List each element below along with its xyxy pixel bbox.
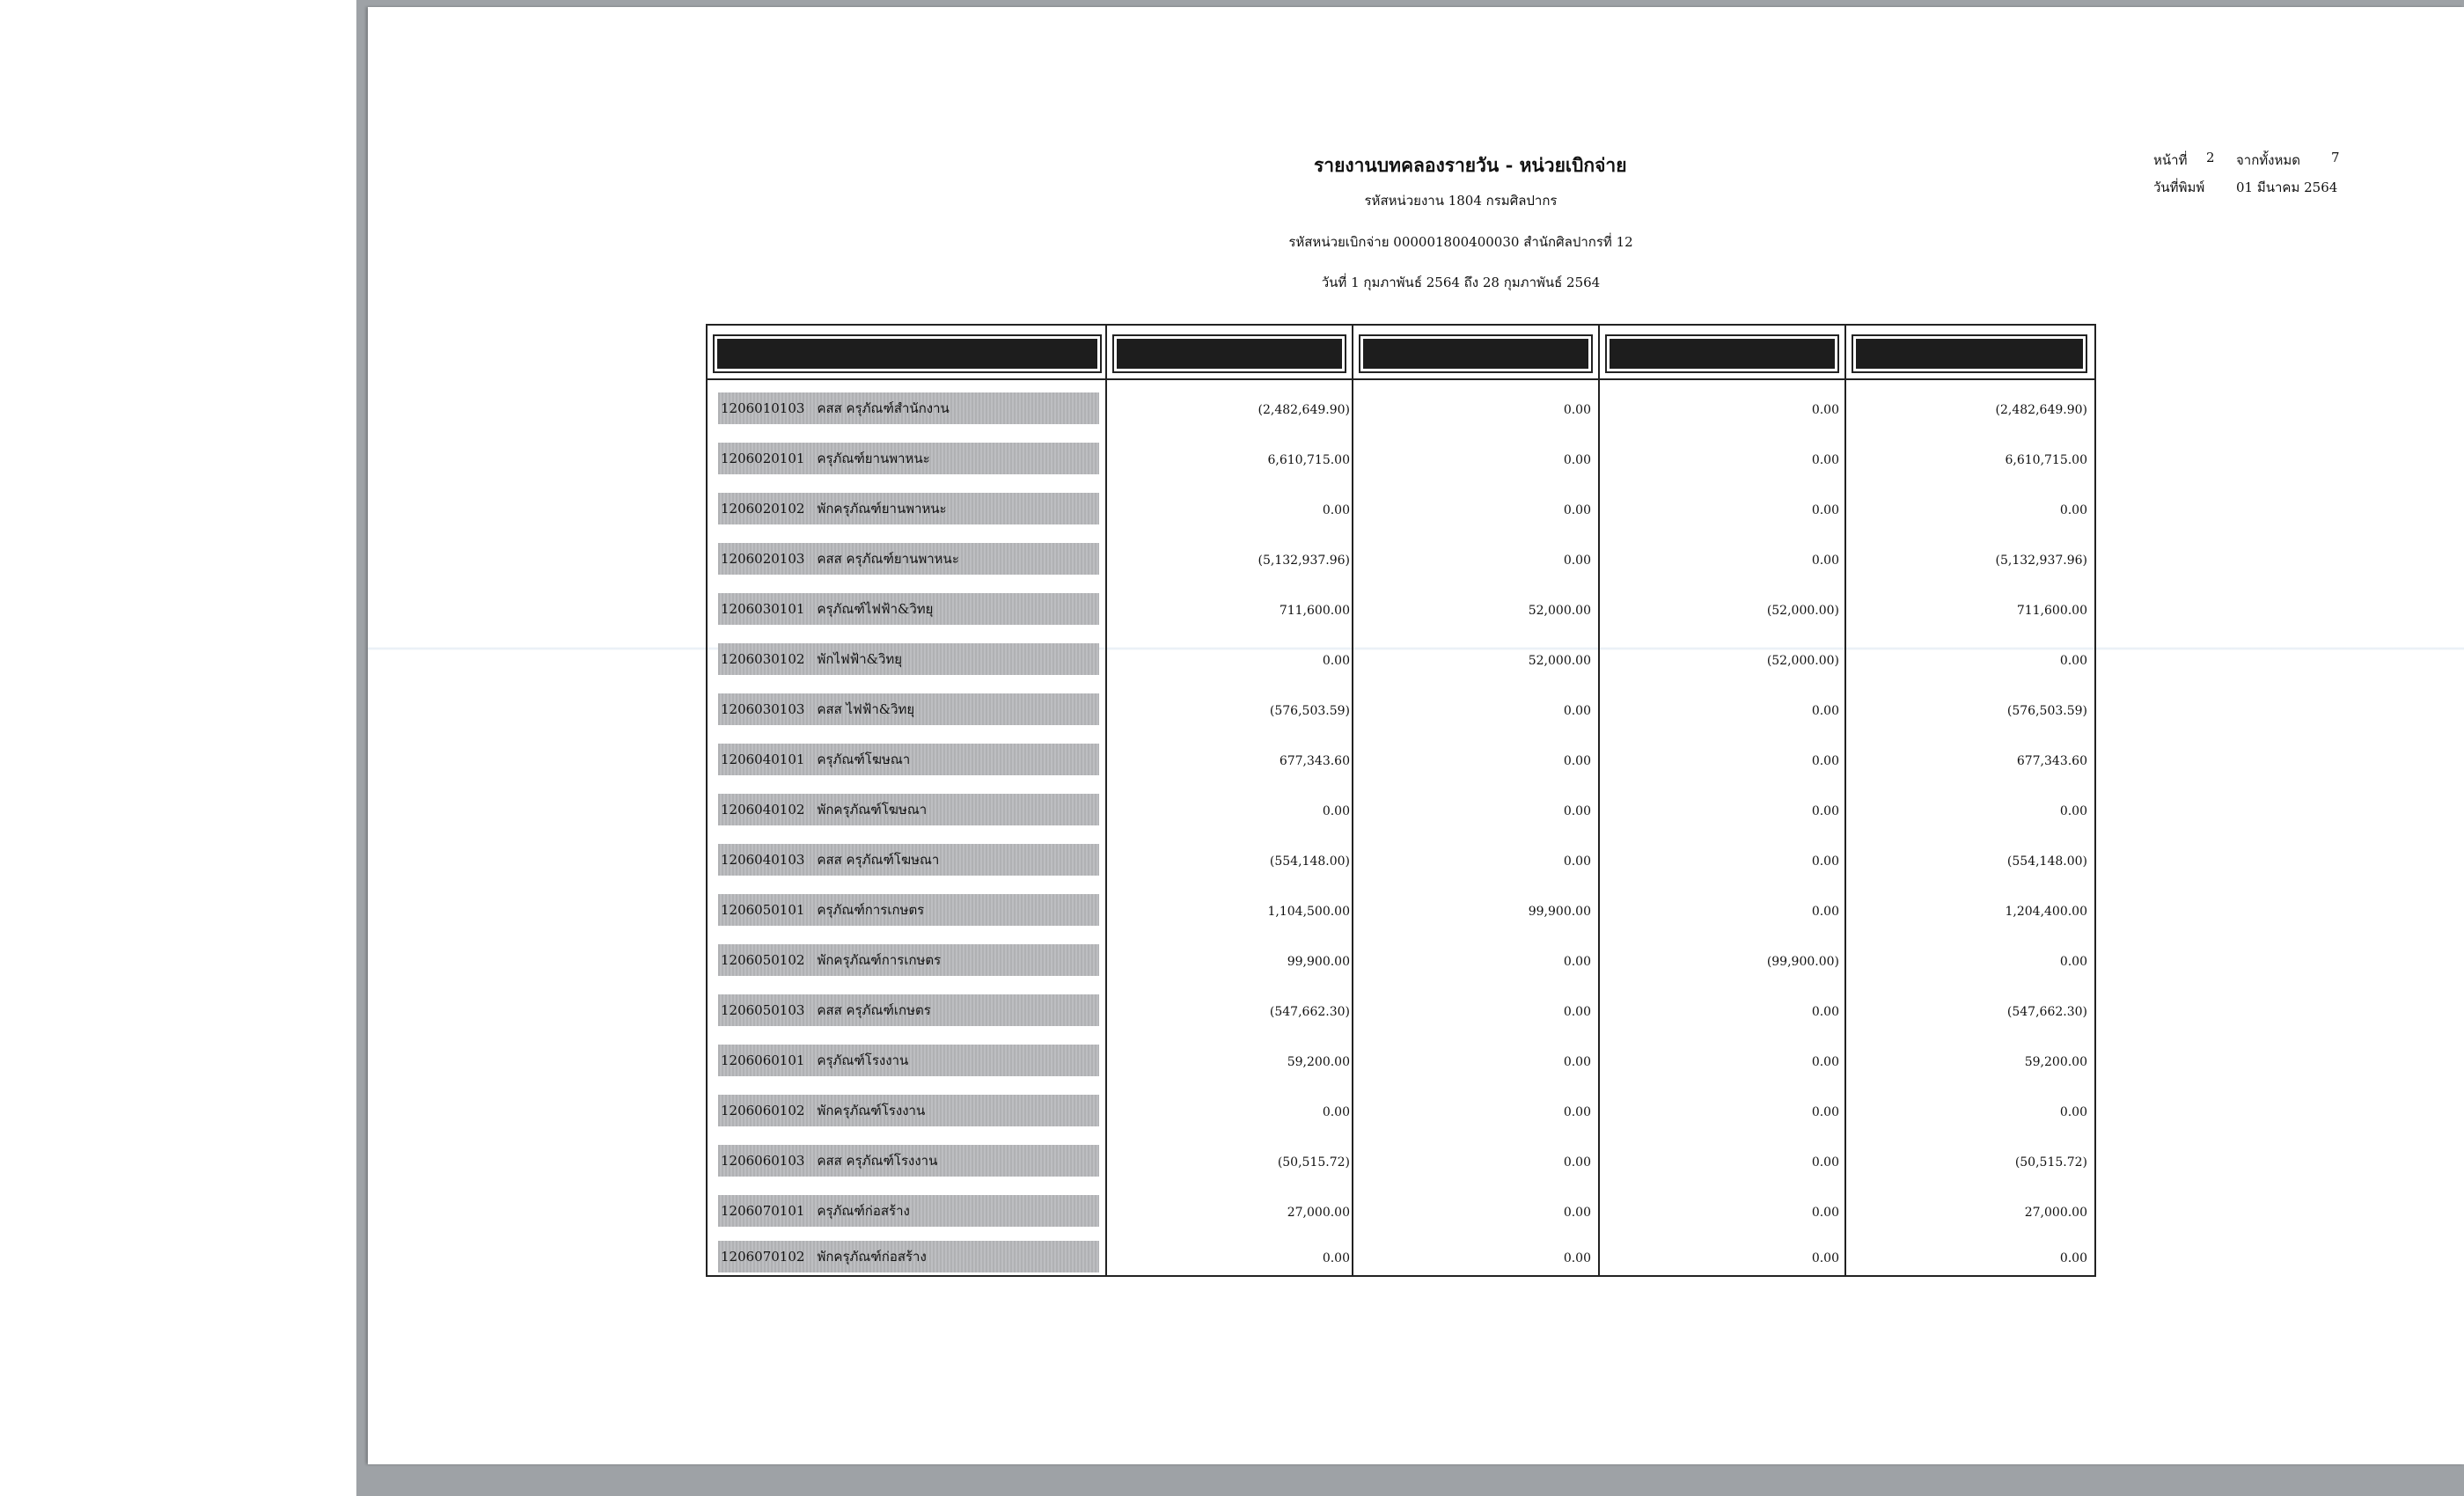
debit-amount: 0.00 bbox=[1563, 754, 1591, 768]
debit-amount: 99,900.00 bbox=[1528, 905, 1591, 919]
total-pages: 7 bbox=[2331, 150, 2340, 165]
opening-balance: 711,600.00 bbox=[1279, 604, 1350, 618]
credit-amount: 0.00 bbox=[1811, 754, 1839, 768]
opening-balance: 27,000.00 bbox=[1287, 1206, 1350, 1220]
debit-amount: 0.00 bbox=[1563, 1005, 1591, 1019]
closing-balance: (50,515.72) bbox=[2014, 1155, 2087, 1170]
table-row bbox=[708, 642, 2094, 677]
debit-amount: 52,000.00 bbox=[1528, 604, 1591, 618]
debit-amount: 0.00 bbox=[1563, 1155, 1591, 1170]
account-name: คสส ครุภัณฑ์เกษตร bbox=[817, 1002, 931, 1018]
debit-amount: 0.00 bbox=[1563, 1105, 1591, 1119]
account-code: 1206020103 bbox=[721, 551, 805, 567]
credit-amount: 0.00 bbox=[1811, 1251, 1839, 1265]
account-code: 1206060102 bbox=[721, 1103, 805, 1118]
account-name: คสส ไฟฟ้า&วิทยุ bbox=[817, 701, 915, 717]
debit-amount: 0.00 bbox=[1563, 453, 1591, 467]
header-rule bbox=[708, 378, 2094, 380]
account-cell bbox=[718, 1195, 1099, 1227]
closing-balance: 59,200.00 bbox=[2024, 1055, 2087, 1069]
debit-amount: 0.00 bbox=[1563, 704, 1591, 718]
opening-balance: (5,132,937.96) bbox=[1258, 554, 1350, 568]
table-row bbox=[708, 1093, 2094, 1128]
debit-amount: 52,000.00 bbox=[1528, 654, 1591, 668]
account-cell bbox=[718, 693, 1099, 725]
opening-balance: 677,343.60 bbox=[1279, 754, 1350, 768]
opening-balance: 0.00 bbox=[1322, 804, 1350, 818]
credit-amount: (52,000.00) bbox=[1766, 604, 1839, 618]
account-cell bbox=[718, 1095, 1099, 1126]
account-code: 1206030103 bbox=[721, 701, 805, 717]
account-name: คสส ครุภัณฑ์สำนักงาน bbox=[817, 400, 950, 416]
account-cell bbox=[718, 593, 1099, 625]
closing-balance: (576,503.59) bbox=[2006, 704, 2087, 718]
account-name: พักครุภัณฑ์ก่อสร้าง bbox=[817, 1249, 927, 1265]
closing-balance: (547,662.30) bbox=[2006, 1005, 2087, 1019]
header-fill bbox=[1363, 339, 1588, 369]
closing-balance: (2,482,649.90) bbox=[1995, 403, 2087, 417]
closing-balance: 0.00 bbox=[2059, 654, 2087, 668]
opening-balance: 0.00 bbox=[1322, 654, 1350, 668]
account-name: คสส ครุภัณฑ์โรงงาน bbox=[817, 1153, 938, 1169]
table-row bbox=[708, 993, 2094, 1028]
credit-amount: 0.00 bbox=[1811, 804, 1839, 818]
account-code: 1206050103 bbox=[721, 1002, 805, 1018]
account-name: พักไฟฟ้า&วิทยุ bbox=[817, 651, 903, 667]
opening-balance: (50,515.72) bbox=[1277, 1155, 1350, 1170]
table-row bbox=[708, 1239, 2094, 1274]
account-name: คสส ครุภัณฑ์ยานพาหนะ bbox=[817, 551, 959, 567]
debit-amount: 0.00 bbox=[1563, 854, 1591, 869]
period-line: วันที่ 1 กุมภาพันธ์ 2564 ถึง 28 กุมภาพันธ์ 2564 bbox=[1321, 275, 1601, 290]
column-header-account bbox=[713, 334, 1102, 373]
table-row bbox=[708, 441, 2094, 476]
column-header-credit bbox=[1605, 334, 1839, 373]
header-fill bbox=[717, 339, 1097, 369]
account-name: พักครุภัณฑ์โรงงาน bbox=[817, 1103, 926, 1118]
account-cell bbox=[718, 844, 1099, 876]
closing-balance: (554,148.00) bbox=[2006, 854, 2087, 869]
table-row bbox=[708, 541, 2094, 576]
credit-amount: 0.00 bbox=[1811, 1206, 1839, 1220]
opening-balance: 0.00 bbox=[1322, 1251, 1350, 1265]
opening-balance: 0.00 bbox=[1322, 1105, 1350, 1119]
table-row bbox=[708, 842, 2094, 877]
credit-amount: 0.00 bbox=[1811, 854, 1839, 869]
account-name: พักครุภัณฑ์การเกษตร bbox=[817, 952, 942, 968]
account-name: พักครุภัณฑ์โฆษณา bbox=[817, 802, 928, 818]
account-cell bbox=[718, 994, 1099, 1026]
account-code: 1206060103 bbox=[721, 1153, 805, 1169]
column-header-closing bbox=[1852, 334, 2087, 373]
account-name: พักครุภัณฑ์ยานพาหนะ bbox=[817, 501, 947, 517]
debit-amount: 0.00 bbox=[1563, 955, 1591, 969]
account-code: 1206050102 bbox=[721, 952, 805, 968]
closing-balance: (5,132,937.96) bbox=[1995, 554, 2087, 568]
table-row bbox=[708, 942, 2094, 978]
closing-balance: 27,000.00 bbox=[2024, 1206, 2087, 1220]
disburse-unit-line: รหัสหน่วยเบิกจ่าย 000001800400030 สำนักศิลปากรที่ 12 bbox=[1288, 234, 1633, 250]
table-row bbox=[708, 1143, 2094, 1178]
credit-amount: 0.00 bbox=[1811, 704, 1839, 718]
account-code: 1206030101 bbox=[721, 601, 805, 617]
header-fill bbox=[1117, 339, 1342, 369]
page-number: 2 bbox=[2206, 150, 2215, 165]
account-cell bbox=[718, 1045, 1099, 1076]
account-cell bbox=[718, 794, 1099, 825]
opening-balance: 0.00 bbox=[1322, 503, 1350, 517]
credit-amount: 0.00 bbox=[1811, 1105, 1839, 1119]
account-name: ครุภัณฑ์โฆษณา bbox=[817, 752, 911, 767]
table-row bbox=[708, 491, 2094, 526]
closing-balance: 0.00 bbox=[2059, 804, 2087, 818]
total-pages-label: จากทั้งหมด bbox=[2236, 152, 2301, 168]
opening-balance: (547,662.30) bbox=[1269, 1005, 1350, 1019]
column-header-debit bbox=[1359, 334, 1593, 373]
account-code: 1206020101 bbox=[721, 451, 805, 466]
page-label: หน้าที่ bbox=[2153, 152, 2188, 168]
credit-amount: 0.00 bbox=[1811, 1005, 1839, 1019]
table-row bbox=[708, 692, 2094, 727]
debit-amount: 0.00 bbox=[1563, 1055, 1591, 1069]
account-code: 1206020102 bbox=[721, 501, 805, 517]
account-cell bbox=[718, 1145, 1099, 1177]
closing-balance: 6,610,715.00 bbox=[2005, 453, 2087, 467]
agency-line: รหัสหน่วยงาน 1804 กรมศิลปากร bbox=[1364, 193, 1558, 209]
debit-amount: 0.00 bbox=[1563, 1206, 1591, 1220]
account-code: 1206060101 bbox=[721, 1052, 805, 1068]
print-date: 01 มีนาคม 2564 bbox=[2236, 180, 2338, 195]
header-fill bbox=[1610, 339, 1835, 369]
opening-balance: 1,104,500.00 bbox=[1267, 905, 1350, 919]
debit-amount: 0.00 bbox=[1563, 503, 1591, 517]
debit-amount: 0.00 bbox=[1563, 804, 1591, 818]
opening-balance: 59,200.00 bbox=[1287, 1055, 1350, 1069]
account-name: คสส ครุภัณฑ์โฆษณา bbox=[817, 852, 940, 868]
account-name: ครุภัณฑ์ไฟฟ้า&วิทยุ bbox=[817, 601, 934, 617]
account-code: 1206030102 bbox=[721, 651, 805, 667]
opening-balance: (554,148.00) bbox=[1269, 854, 1350, 869]
account-code: 1206010103 bbox=[721, 400, 805, 416]
account-cell bbox=[718, 493, 1099, 524]
credit-amount: 0.00 bbox=[1811, 503, 1839, 517]
table-row bbox=[708, 792, 2094, 827]
account-code: 1206040102 bbox=[721, 802, 805, 818]
table-row bbox=[708, 1193, 2094, 1228]
account-cell bbox=[718, 392, 1099, 424]
account-code: 1206040101 bbox=[721, 752, 805, 767]
credit-amount: 0.00 bbox=[1811, 905, 1839, 919]
debit-amount: 0.00 bbox=[1563, 403, 1591, 417]
credit-amount: 0.00 bbox=[1811, 1155, 1839, 1170]
account-cell bbox=[718, 744, 1099, 775]
opening-balance: 6,610,715.00 bbox=[1267, 453, 1350, 467]
account-name: ครุภัณฑ์ยานพาหนะ bbox=[817, 451, 930, 466]
debit-amount: 0.00 bbox=[1563, 1251, 1591, 1265]
header-fill bbox=[1856, 339, 2083, 369]
debit-amount: 0.00 bbox=[1563, 554, 1591, 568]
account-code: 1206040103 bbox=[721, 852, 805, 868]
print-date-label: วันที่พิมพ์ bbox=[2153, 180, 2205, 195]
account-cell bbox=[718, 1241, 1099, 1272]
table-row bbox=[708, 591, 2094, 627]
table-row bbox=[708, 391, 2094, 426]
opening-balance: (2,482,649.90) bbox=[1258, 403, 1350, 417]
closing-balance: 1,204,400.00 bbox=[2005, 905, 2087, 919]
closing-balance: 677,343.60 bbox=[2016, 754, 2087, 768]
account-cell bbox=[718, 543, 1099, 575]
closing-balance: 0.00 bbox=[2059, 1251, 2087, 1265]
trial-balance-table bbox=[706, 324, 2096, 1277]
column-header-opening bbox=[1112, 334, 1346, 373]
credit-amount: 0.00 bbox=[1811, 1055, 1839, 1069]
credit-amount: 0.00 bbox=[1811, 453, 1839, 467]
account-code: 1206070101 bbox=[721, 1203, 805, 1219]
table-row bbox=[708, 1043, 2094, 1078]
account-cell bbox=[718, 894, 1099, 926]
account-cell bbox=[718, 443, 1099, 474]
report-title: รายงานบทคลองรายวัน - หน่วยเบิกจ่าย bbox=[1314, 154, 1627, 176]
opening-balance: 99,900.00 bbox=[1287, 955, 1350, 969]
account-name: ครุภัณฑ์การเกษตร bbox=[817, 902, 925, 918]
credit-amount: (99,900.00) bbox=[1766, 955, 1839, 969]
credit-amount: 0.00 bbox=[1811, 554, 1839, 568]
closing-balance: 0.00 bbox=[2059, 1105, 2087, 1119]
account-name: ครุภัณฑ์โรงงาน bbox=[817, 1052, 909, 1068]
account-cell bbox=[718, 944, 1099, 976]
closing-balance: 711,600.00 bbox=[2016, 604, 2087, 618]
opening-balance: (576,503.59) bbox=[1269, 704, 1350, 718]
table-row bbox=[708, 742, 2094, 777]
credit-amount: (52,000.00) bbox=[1766, 654, 1839, 668]
credit-amount: 0.00 bbox=[1811, 403, 1839, 417]
account-name: ครุภัณฑ์ก่อสร้าง bbox=[817, 1203, 910, 1219]
account-code: 1206070102 bbox=[721, 1249, 805, 1265]
account-code: 1206050101 bbox=[721, 902, 805, 918]
closing-balance: 0.00 bbox=[2059, 955, 2087, 969]
table-row bbox=[708, 892, 2094, 928]
account-cell bbox=[718, 643, 1099, 675]
closing-balance: 0.00 bbox=[2059, 503, 2087, 517]
